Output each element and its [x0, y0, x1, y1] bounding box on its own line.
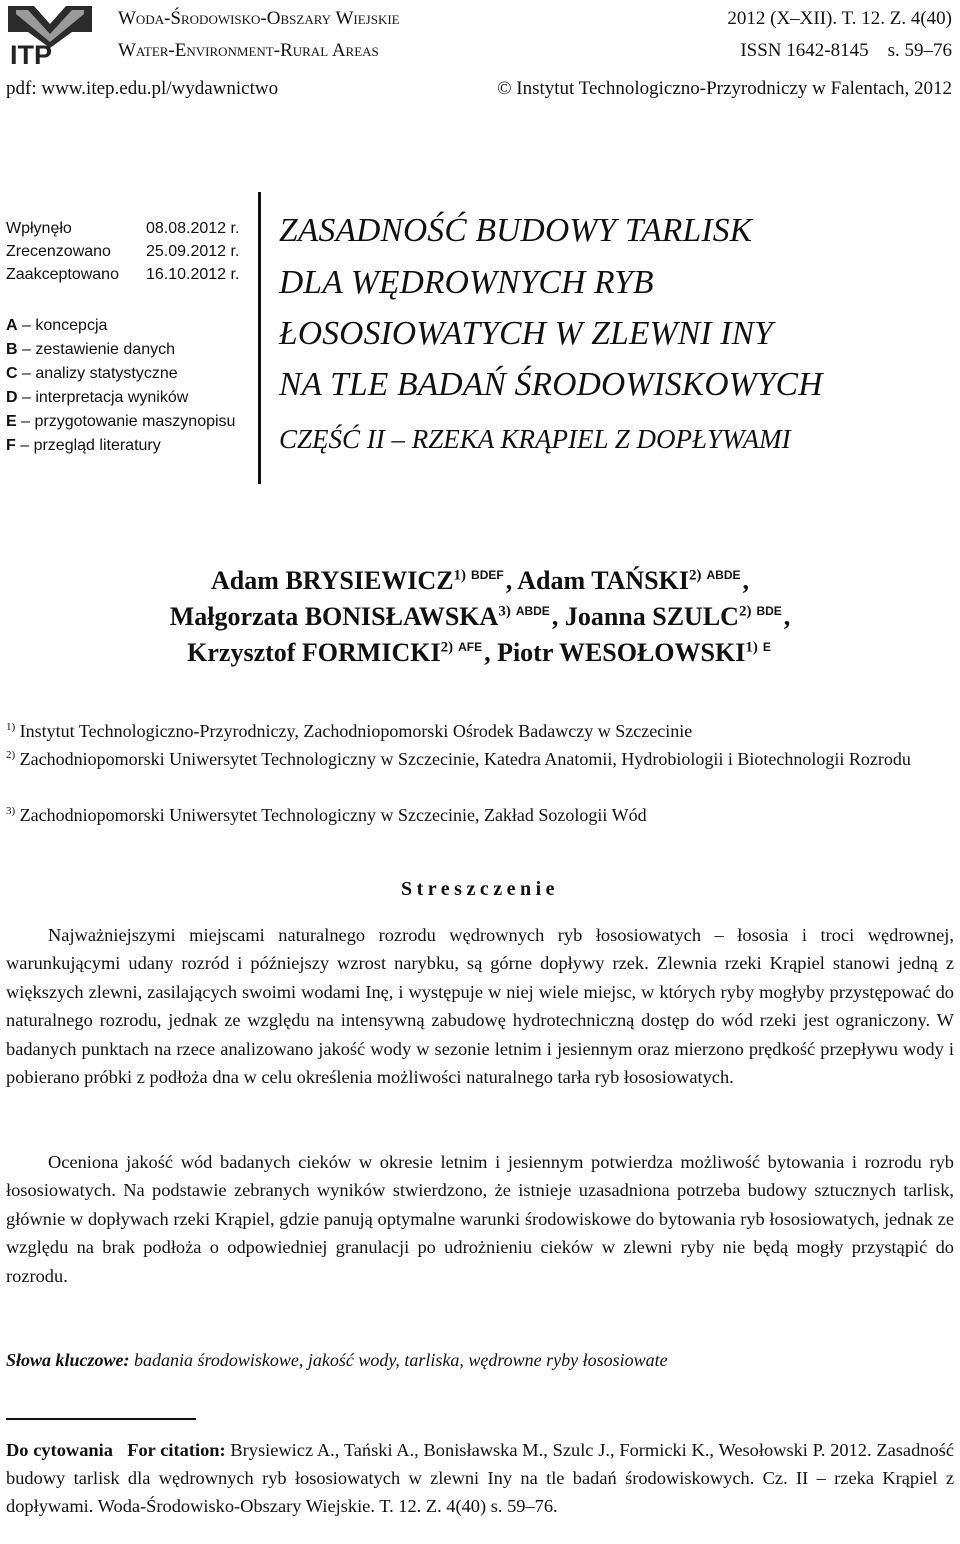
journal-title-pl: Woda-Środowisko-Obszary Wiejskie: [118, 8, 400, 29]
author-name: Piotr WESOŁOWSKI: [497, 638, 746, 667]
author-affiliation-mark: 2): [440, 639, 454, 656]
date-received-value: 08.08.2012 r.: [146, 220, 240, 237]
author-affiliation-mark: 1): [453, 567, 467, 584]
author-roles: BDEF: [471, 568, 504, 583]
title-line-4: NA TLE BADAŃ ŚRODOWISKOWYCH: [279, 366, 823, 403]
author-roles: ABDE: [515, 604, 550, 619]
author-name: Krzysztof FORMICKI: [187, 638, 441, 667]
author-affiliation-mark: 2): [738, 603, 752, 620]
contribution-c: C – analizy statystyczne: [6, 365, 178, 382]
issue-info: 2012 (X–XII). T. 12. Z. 4(40): [727, 8, 952, 29]
affiliation-3: $^{3)}$ Zachodniopomorski Uniwersytet Technologiczny w Szczecinie, Zakład Sozologii Wód: [6, 805, 647, 825]
author-affiliation-mark: 3): [498, 603, 511, 620]
date-reviewed-value: 25.09.2012 r.: [146, 243, 240, 260]
date-accepted-value: 16.10.2012 r.: [146, 266, 240, 283]
author-name: Joanna SZULC: [564, 602, 739, 631]
pdf-link[interactable]: pdf: www.itep.edu.pl/wydawnictwo: [6, 78, 279, 99]
author-roles: ABDE: [706, 568, 741, 583]
issn-pages: ISSN 1642-8145 s. 59–76: [740, 40, 952, 61]
authors-line-3: Krzysztof FORMICKI$^{2)}$ $^{AFE}$, Piotr WESOŁOWSKI$^{1)}$ $^E$: [187, 638, 771, 667]
author-affiliation-mark: 1): [745, 639, 758, 656]
contribution-f: F – przegląd literatury: [6, 437, 161, 454]
abstract-paragraph-2: Oceniona jakość wód badanych cieków w okresie letnim i jesiennym potwierdza możliwość bytowania i rozrodu ryb łososiowatych. Na podstawie zebranych wyników stwierdzono, że istnieje uzasadniona potrzeba budowy sztucznych tarlisk, głównie w dopływach rzeki Krąpiel, gdzie panują optymalne warunki środowiskowe do bytowania ryb łososiowatych, jednak ze względu na brak podłoża o odpowiedniej granulacji po udrożnieniu cieków w zlewni ryby nie będą mogły przystąpić do rozrodu.: [6, 1152, 954, 1286]
author-name: Adam BRYSIEWICZ: [211, 566, 454, 595]
date-reviewed-label: Zrecenzowano: [6, 243, 111, 260]
date-received-label: Wpłynęło: [6, 220, 72, 237]
author-roles: BDE: [756, 604, 782, 619]
affiliation-2: $^{2)}$ Zachodniopomorski Uniwersytet Technologiczny w Szczecinie, Katedra Anatomii, Hydrobiologii i Biotechnologii Rozrodu: [6, 749, 911, 769]
abstract-heading: Streszczenie: [400, 878, 560, 900]
title-line-1: ZASADNOŚĆ BUDOWY TARLISK: [279, 212, 753, 249]
journal-title-en: Water-Environment-Rural Areas: [118, 40, 379, 61]
citation: [6, 1436, 954, 1520]
author-roles: E: [762, 640, 771, 655]
contribution-e: E – przygotowanie maszynopisu: [6, 413, 236, 430]
itp-logo: [6, 4, 94, 66]
keywords-value: badania środowiskowe, jakość wody, tarliska, wędrowne ryby łososiowate: [134, 1350, 668, 1370]
date-accepted-label: Zaakceptowano: [6, 266, 119, 283]
author-affiliation-mark: 2): [688, 567, 702, 584]
copyright-line: © Instytut Technologiczno-Przyrodniczy w Falentach, 2012: [497, 78, 952, 99]
citation-label: Do cytowania For citation:: [6, 1440, 226, 1460]
title-line-2: DLA WĘDROWNYCH RYB: [279, 264, 654, 301]
title-line-3: ŁOSOSIOWATYCH W ZLEWNI INY: [279, 315, 773, 352]
keywords-label: Słowa kluczowe:: [6, 1350, 130, 1370]
contribution-a: A – koncepcja: [6, 317, 108, 334]
logo-text: ITP: [10, 40, 53, 66]
keywords: [6, 1350, 668, 1371]
contribution-b: B – zestawienie danych: [6, 341, 175, 358]
abstract-paragraph-1: Najważniejszymi miejscami naturalnego rozrodu wędrownych ryb łososiowatych – łososia i troci wędrownej, warunkującymi udany rozród i późniejszy wzrost narybku, są górne dopływy rzek. Zlewnia rzeki Krąpiel stanowi jedną z większych zlewni, zasilających swoimi wodami Inę, i występuje w niej wiele miejsc, w których ryby mogłyby przystępować do naturalnego rozrodu, jednak ze względu na intensywną zabudowę hydrotechniczną dostęp do wód rzeki jest ograniczony. W badanych punktach na rzece analizowano jakość wody w sezonie letnim i jesiennym oraz mierzono prędkość przepływu wody i pobierano próbki z podłoża dna w celu określenia możliwości naturalnego tarła ryb łososiowatych.: [6, 925, 954, 1088]
affiliation-1: $^{1)}$ Instytut Technologiczno-Przyrodniczy, Zachodniopomorski Ośrodek Badawczy w Szczecinie: [6, 721, 693, 741]
author-roles: AFE: [458, 640, 483, 655]
authors-line-2: Małgorzata BONISŁAWSKA$^{3)}$ $^{ABDE}$, Joanna SZULC$^{2)}$ $^{BDE}$,: [169, 602, 791, 631]
authors-line-1: Adam BRYSIEWICZ$^{1)}$ $^{BDEF}$, Adam TAŃSKI$^{2)}$ $^{ABDE}$,: [211, 566, 749, 595]
author-name: Małgorzata BONISŁAWSKA: [169, 602, 499, 631]
citation-text: Brysiewicz A., Tański A., Bonisławska M., Szulc J., Formicki K., Wesołowski P. 2012. Zasadność budowy tarlisk dla wędrownych ryb łososiowatych w zlewni Iny na tle badań środowiskowych. Cz. II – rzeka Krąpiel z dopływami. Woda-Środowisko-Obszary Wiejskie. T. 12. Z. 4(40) s. 59–76.: [6, 1440, 954, 1516]
author-name: Adam TAŃSKI: [517, 566, 689, 595]
title-part: CZĘŚĆ II – RZEKA KRĄPIEL Z DOPŁYWAMI: [279, 424, 791, 454]
citation-divider: [6, 1418, 196, 1420]
contribution-d: D – interpretacja wyników: [6, 389, 189, 406]
vertical-divider: [258, 192, 261, 484]
